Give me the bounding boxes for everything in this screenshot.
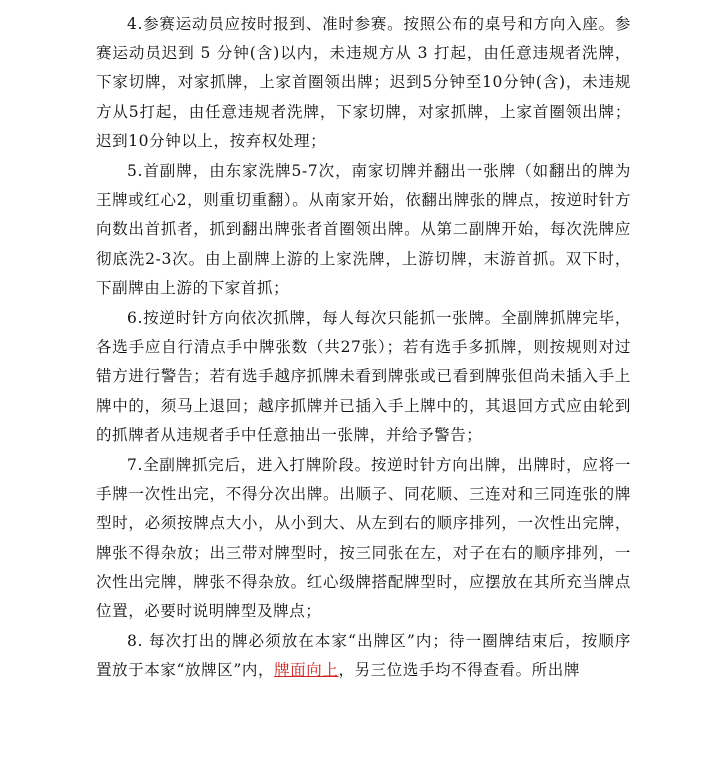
rule-8-text-after: ，另三位选手均不得查看。所出牌 — [338, 661, 580, 680]
rule-paragraph-8 — [96, 627, 631, 685]
rule-paragraph-6: 6.按逆时针方向依次抓牌，每人每次只能抓一张牌。全副牌抓牌完毕，各选手应自行清点手中牌张数（共27张）；若有选手多抓牌，则按规则对过错方进行警告；若有选手越序抓牌未看到牌张或已看到牌张但尚未插入手上牌中的，须马上退回；越序抓牌并已插入手上牌中的，其退回方式应由轮到的抓牌者从违规者手中任意抽出一张牌，并给予警告； — [96, 309, 631, 444]
rule-8-highlight: 牌面向上 — [274, 661, 339, 680]
rule-paragraph-7: 7.全副牌抓完后，进入打牌阶段。按逆时针方向出牌，出牌时，应将一手牌一次性出完，不得分次出牌。出顺子、同花顺、三连对和三同连张的牌型时，必须按牌点大小，从小到大、从左到右的顺序排列，一次性出完牌，牌张不得杂放；出三带对牌型时，按三同张在左，对子在右的顺序排列，一次性出完牌，牌张不得杂放。红心级牌搭配牌型时，应摆放在其所充当牌点位置，必要时说明牌型及牌点； — [96, 456, 631, 621]
document-page — [96, 10, 631, 686]
rule-paragraph-5: 5.首副牌，由东家洗牌5-7次，南家切牌并翻出一张牌（如翻出的牌为王牌或红心2，则重切重翻）。从南家开始，依翻出牌张的牌点，按逆时针方向数出首抓者，抓到翻出牌张者首圈领出牌。从第二副牌开始，每次洗牌应彻底洗2-3次。由上副牌上游的上家洗牌，上游切牌，末游首抓。双下时，下副牌由上游的下家首抓； — [96, 162, 631, 297]
rule-paragraph-4: 4.参赛运动员应按时报到、准时参赛。按照公布的桌号和方向入座。参赛运动员迟到 5 分钟(含)以内，未违规方从 3 打起，由任意违规者洗牌，下家切牌，对家抓牌，上家首圈领出牌；迟到5分钟至10分钟(含)，未违规方从5打起，由任意违规者洗牌，下家切牌，对家抓牌，上家首圈领出牌；迟到10分钟以上，按弃权处理； — [96, 15, 631, 150]
rule-8-text-before: 8. 每次打出的牌必须放在本家“出牌区”内；待一圈牌结束后，按顺序置放于本家“放牌区”内， — [96, 632, 631, 680]
